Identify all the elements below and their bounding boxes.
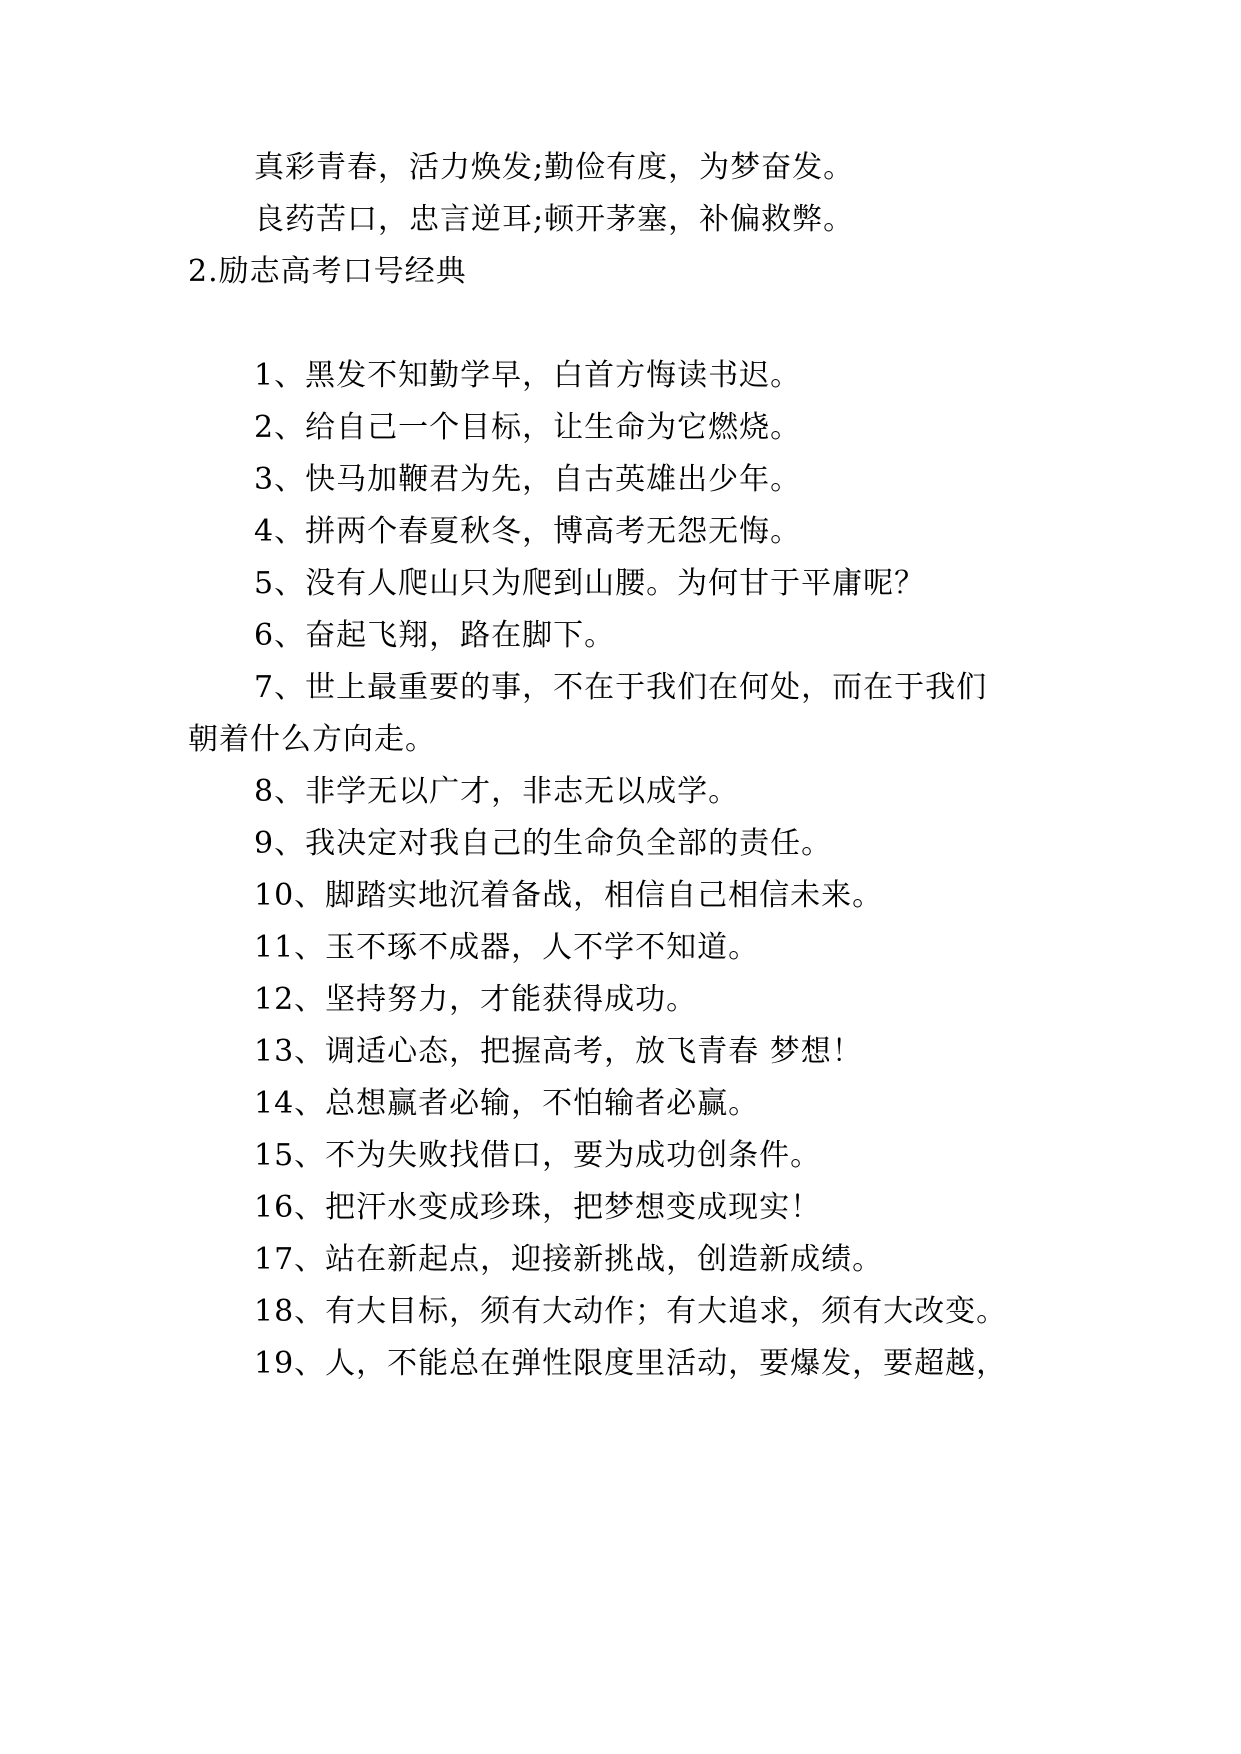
slogan-line: 5、没有人爬山只为爬到山腰。为何甘于平庸呢？: [254, 566, 926, 601]
slogan-line: 2、给自己一个目标，让生命为它燃烧。: [254, 410, 802, 445]
slogan-line: 4、拼两个春夏秋冬，博高考无怨无悔。: [254, 514, 802, 549]
slogan-line: 16、把汗水变成珍珠，把梦想变成现实！: [254, 1190, 822, 1225]
slogan-line: 3、快马加鞭君为先，自古英雄出少年。: [254, 462, 802, 497]
slogan-line-continuation: 朝着什么方向走。: [188, 722, 436, 757]
intro-line-1: 真彩青春，活力焕发;勤俭有度，为梦奋发。: [254, 150, 855, 185]
slogan-line: 14、总想赢者必输，不怕输者必赢。: [254, 1086, 760, 1121]
slogan-line: 12、坚持努力，才能获得成功。: [254, 982, 698, 1017]
slogan-line: 19、人，不能总在弹性限度里活动，要爆发，要超越，: [254, 1346, 1008, 1381]
slogan-line: 15、不为失败找借口，要为成功创条件。: [254, 1138, 822, 1173]
slogan-line: 6、奋起飞翔，路在脚下。: [254, 618, 616, 653]
slogan-line: 8、非学无以广才，非志无以成学。: [254, 774, 740, 809]
slogan-line: 1、黑发不知勤学早，白首方悔读书迟。: [254, 358, 802, 393]
slogan-line: 9、我决定对我自己的生命负全部的责任。: [254, 826, 833, 861]
section-heading: 2.励志高考口号经典: [188, 254, 467, 289]
intro-line-2: 良药苦口，忠言逆耳;顿开茅塞，补偏救弊。: [254, 202, 855, 237]
slogan-line: 11、玉不琢不成器，人不学不知道。: [254, 930, 760, 965]
slogan-line: 7、世上最重要的事，不在于我们在何处，而在于我们: [254, 670, 988, 705]
slogan-line: 17、站在新起点，迎接新挑战，创造新成绩。: [254, 1242, 884, 1277]
slogan-line: 10、脚踏实地沉着备战，相信自己相信未来。: [254, 878, 884, 913]
slogan-line: 13、调适心态，把握高考，放飞青春 梦想！: [254, 1034, 863, 1069]
slogan-line: 18、有大目标，须有大动作；有大追求，须有大改变。: [254, 1294, 1008, 1329]
